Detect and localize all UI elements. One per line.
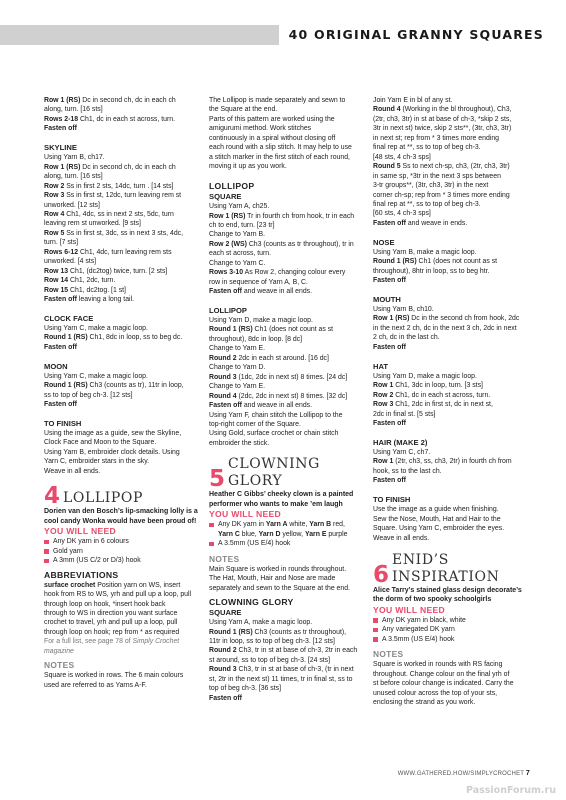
list-item: A 3mm (US C/2 or D/3) hook <box>44 556 200 565</box>
watermark: PassionForum.ru <box>465 785 556 796</box>
list-item: A 3.5mm (US E/4) hook <box>209 539 365 548</box>
section-heading: CLOWNING GLORY <box>209 597 294 608</box>
section-heading: MOON <box>44 361 68 371</box>
list-item: Any DK yarn in 6 colours <box>44 537 200 546</box>
bullet-square-icon <box>44 549 49 554</box>
notes-heading: NOTES <box>373 649 404 660</box>
section-heading: LOLLIPOP <box>209 181 255 192</box>
pattern-name: LOLLIPOP <box>63 490 144 507</box>
pattern-title-5 <box>209 456 365 493</box>
page-title: 40 ORIGINAL GRANNY SQUARES <box>279 25 566 45</box>
notes-heading: NOTES <box>209 553 240 564</box>
pattern-number: 4 <box>44 483 61 510</box>
materials-list <box>209 520 365 548</box>
bullet-square-icon <box>209 542 214 547</box>
section-heading: CLOCK FACE <box>44 313 94 323</box>
column-1: Row 1 (RS) Dc in second ch, dc in each ch along, turn. [16 sts] Rows 2-18 Ch1, dc in each st across, turn. Fasten off SKYLINE Using Yarn B, ch17. Row 1 (RS) Dc in second ch, dc in each ch along, turn. [16 sts] Row 2 Ss in first 2 sts, 14dc, turn . [14 sts] Row 3 Ss in first st, 12dc, turn leaving rem st unworked. [12 sts] Row 4 Ch1, 4dc, ss in next 2 sts, 5dc, turn leaving rem st unworked. [9 sts] Row 5 Ss in first st, 3dc, ss in next 3 sts, 4dc, turn. [7 sts] Rows 6-12 Ch1, 4dc, turn leaving rem sts unworked. [4 sts] Row 13 Ch1, (dc2tog) twice, turn. [2 sts] Row 14 Ch1, 2dc, turn. Row 15 Ch1, dc2tog. [1 st] Fasten off leaving a long tail. CLOCK FACE Using Yarn C, make a magic loop. Round 1 (RS) Ch1, 8dc in loop, ss to beg dc. Fasten off MOON Using Yarn C, make a magic loop. Round 1 (RS) Ch3 (counts as tr), 11tr in loop, ss to top of beg ch-3. [12 sts] Fasten off TO FINISH Using the image as a guide, sew the Skyline, Clock Face and Moon to the Square. Using Yarn B, embroider clock details. Using Yarn C, embroider stars in the sky. Weave in all ends. 4 LOLLIPOP Dorien van den Bosch’s lip-smacking lolly is a cool candy Wonka would have been proud of! YOU WILL NEED Any DK yarn in 6 colours Gold yarn A 3mm (US C/2 or D/3) hook ABBREVIATIONS surface crochet Position yarn on WS, insert hook from RS to WS, yrh and pull up a loop, pull through loop on hook, *insert hook back through to WS in direction you want surface crochet to travel, yrh and pull up a loop, pull through loop on hook; rep from * as required For a full list, see page 78 of Simply Crochet magazine NOTES Square is worked in rows. The 6 main colours used are referred to as Yarns A-F. <box>44 96 200 690</box>
page-footer <box>380 770 530 777</box>
list-item: Any variegated DK yarn <box>373 625 529 634</box>
section-heading: HAIR (MAKE 2) <box>373 437 428 447</box>
section-heading: SKYLINE <box>44 143 77 153</box>
bullet-square-icon <box>373 637 378 642</box>
page-number: 7 <box>525 770 530 777</box>
bullet-square-icon <box>209 523 214 528</box>
materials-list <box>373 616 529 644</box>
bullet-square-icon <box>44 540 49 545</box>
pattern-title-4 <box>44 483 200 510</box>
section-heading: MOUTH <box>373 295 401 305</box>
list-item-continued: Yarn C blue, Yarn D yellow, Yarn E purple <box>218 530 348 538</box>
you-will-need-heading: YOU WILL NEED <box>44 526 117 537</box>
section-heading: TO FINISH <box>44 418 82 428</box>
pattern-name: CLOWNING GLORY <box>228 456 320 490</box>
header-bar <box>0 25 566 45</box>
you-will-need-heading: YOU WILL NEED <box>209 509 282 520</box>
bullet-square-icon <box>44 559 49 564</box>
section-subheading: SQUARE <box>209 608 242 618</box>
footer-url[interactable]: WWW.GATHERED.HOW/SIMPLYCROCHET <box>397 771 525 777</box>
pattern-number: 6 <box>373 561 390 588</box>
section-heading: TO FINISH <box>373 495 411 505</box>
section-subheading: LOLLIPOP <box>209 306 247 316</box>
notes-heading: NOTES <box>44 660 75 671</box>
section-heading: NOSE <box>373 237 395 247</box>
bullet-square-icon <box>373 618 378 623</box>
pattern-name: ENID’S INSPIRATION <box>392 551 500 585</box>
section-subheading: SQUARE <box>209 192 242 202</box>
column-3: Join Yarn E in bl of any st. Round 4 (Working in the bl throughout), Ch3, (2tr, ch3, 3tr) in st at base of ch-3, *skip 2 sts, 3tr in next st) twice, skip 2 sts**, (3tr, ch3, 3tr) in next st; rep from * 3 times more ending final rep at **, ss to top of beg ch-3. [48 sts, 4 ch-3 sps] Round 5 Ss to next ch-sp, ch3, (2tr, ch3, 3tr) in same sp, *3tr in the next 3 sps between 3-tr groups**, (3tr, ch3, 3tr) in the next corner ch-sp; rep from * 3 times more ending final rep at **, ss to top of beg ch-3. [60 sts, 4 ch-3 sps] Fasten off and weave in ends. NOSE Using Yarn B, make a magic loop. Round 1 (RS) Ch1 (does not count as st throughout), 8htr in loop, ss to beg htr. Fasten off MOUTH Using Yarn B, ch10. Row 1 (RS) Dc in the second ch from hook, 2dc in the next 2 ch, dc in the next 3 ch, 2dc in next 2 ch, dc in the last ch. Fasten off HAT Using Yarn D, make a magic loop. Row 1 Ch1, 3dc in loop, turn. [3 sts] Row 2 Ch1, dc in each st across, turn. Row 3 Ch1, 2dc in first st, dc in next st, 2dc in final st. [5 sts] Fasten off HAIR (MAKE 2) Using Yarn C, ch7. Row 1 (2tr, ch3, ss, ch3, 2tr) in fourth ch from hook, ss to the last ch. Fasten off TO FINISH Use the image as a guide when finishing. Sew the Nose, Mouth, Hat and Hair to the Square. Using Yarn C, embroider the eyes. Weave in all ends. 6 ENID’S INSPIRATION Alice Tarry’s stained glass design decorate’s the dorm of two spooky schoolgirls YOU WILL NEED Any DK yarn in black, white Any variegated DK yarn A 3.5mm (US E/4) hook NOTES Square is worked in rounds with RS facing throughout. Change colour on the final yrh of st before colour change is indicated. Carry the unused colour across the top of your sts, enclosing the strand as you work. <box>373 96 529 708</box>
list-item: Any DK yarn in black, white <box>373 616 529 625</box>
list-item: Gold yarn <box>44 547 200 556</box>
section-heading: HAT <box>373 361 389 371</box>
pattern-number: 5 <box>209 466 226 493</box>
column-2: The Lollipop is made separately and sewn to the Square at the end. Parts of this pattern are worked using the amigurumi method. Work stitches continuously in a spiral without closing off each round with a slip stitch. It may help to use a stitch marker in the first stitch of each round, moving it up as you work. LOLLIPOP SQUARE Using Yarn A, ch25. Row 1 (RS) Tr in fourth ch from hook, tr in each ch to end, turn. [23 tr] Change to Yarn B. Row 2 (WS) Ch3 (counts as tr throughout), tr in each st across, turn. Change to Yarn C. Rows 3-10 As Row 2, changing colour every row in sequence of Yarn A, B, C. Fasten off and weave in all ends. LOLLIPOP Using Yarn D, make a magic loop. Round 1 (RS) Ch1 (does not count as st throughout), 8dc in loop. [8 dc] Change to Yarn E. Round 2 2dc in each st around. [16 dc] Change to Yarn D. Round 3 (1dc, 2dc in next st) 8 times. [24 dc] Change to Yarn E. Round 4 (2dc, 2dc in next st) 8 times. [32 dc] Fasten off and weave in all ends. Using Yarn F, chain stitch the Lollipop to the top-right corner of the Square. Using Gold, surface crochet or chain stitch embroider the stick. 5 CLOWNING GLORY Heather C Gibbs’ cheeky clown is a painted performer who wants to make ’em laugh YOU WILL NEED Any DK yarn in Yarn A white, Yarn B red, Yarn C blue, Yarn D yellow, Yarn E purple A 3.5mm (US E/4) hook NOTES Main Square is worked in rounds throughout. The Hat, Mouth, Hair and Nose are made separately and sewn to the Square at the end. CLOWNING GLORY SQUARE Using Yarn A, make a magic loop. Round 1 (RS) Ch3 (counts as tr throughout), 11tr in loop, ss to top of beg ch-3. [12 sts] Round 2 Ch3, tr in st at base of ch-3, 2tr in each st around, ss to top of beg ch-3. [24 sts] Round 3 Ch3, tr in st at base of ch-3, (tr in next st, 2tr in the next st) 11 times, tr in final st, ss to top of beg ch-3. [36 sts] Fasten off <box>209 96 365 703</box>
pattern-title-6 <box>373 552 529 586</box>
list-item: A 3.5mm (US E/4) hook <box>373 635 529 644</box>
list-item: Any DK yarn in Yarn A white, Yarn B red, <box>209 520 365 529</box>
abbreviations-heading: ABBREVIATIONS <box>44 569 119 580</box>
bullet-square-icon <box>373 628 378 633</box>
materials-list <box>44 537 200 565</box>
you-will-need-heading: YOU WILL NEED <box>373 604 446 615</box>
